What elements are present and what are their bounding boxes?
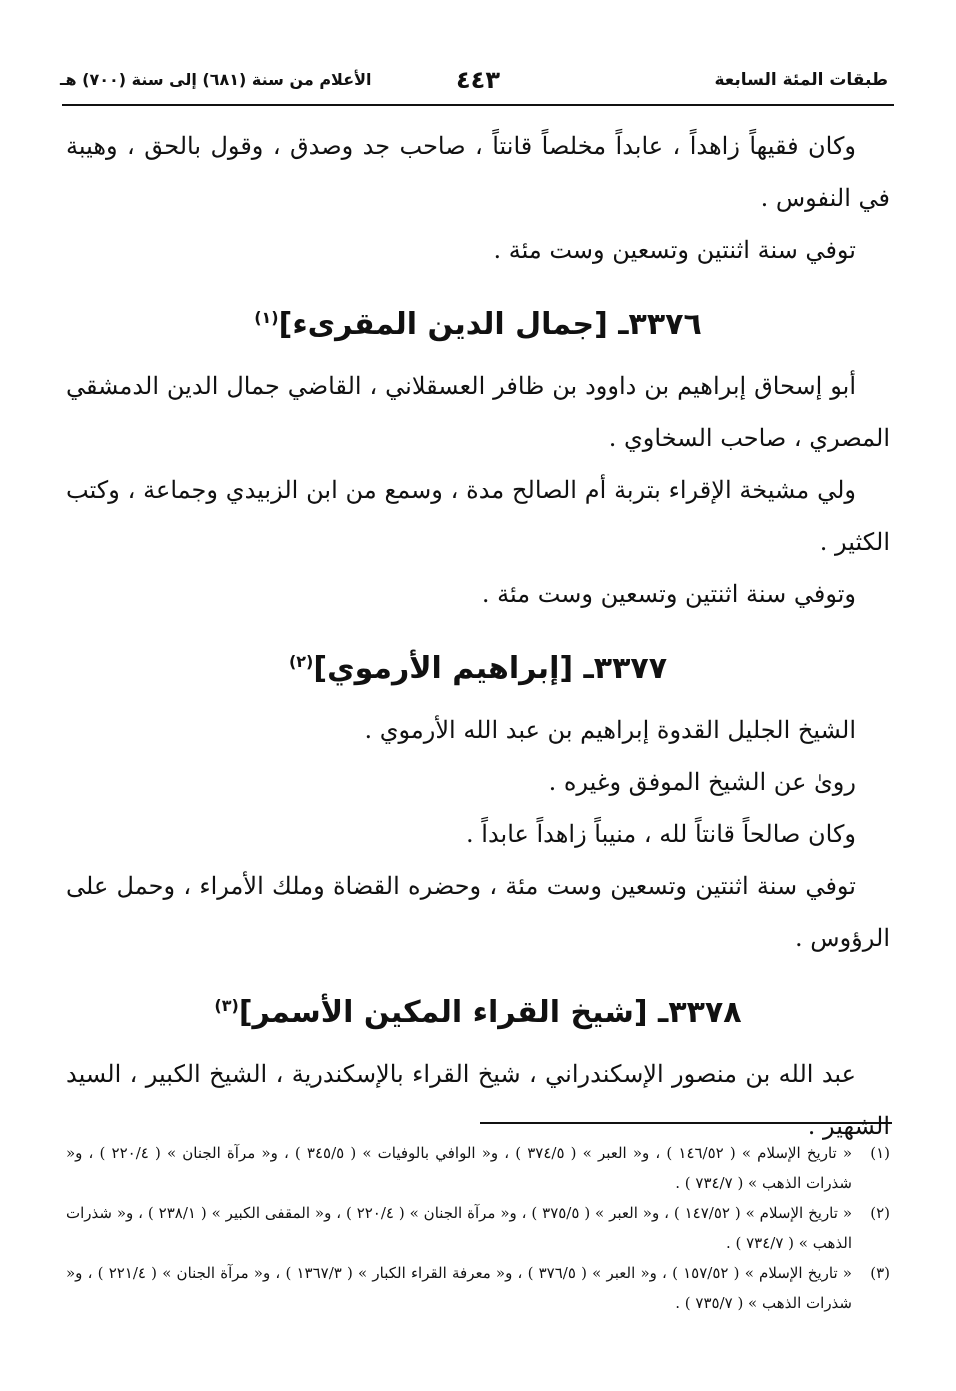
footnote-item	[66, 1198, 890, 1258]
entry-paragraph: عبد الله بن منصور الإسكندراني ، شيخ القراء بالإسكندرية ، الشيخ الكبير ، السيد الشهير .	[66, 1060, 890, 1140]
entry-paragraph: وكان صالحاً قانتاً لله ، منيباً زاهداً عابداً .	[466, 820, 856, 848]
intro-death-note: توفي سنة اثنتين وتسعين وست مئة .	[493, 236, 856, 264]
entry-heading-3378	[66, 964, 890, 1048]
entry-heading-3377	[66, 620, 890, 704]
header-section-title: طبقات المئة السابعة	[714, 70, 888, 90]
entry-paragraph: الشيخ الجليل القدوة إبراهيم بن عبد الله الأرموي .	[364, 716, 856, 744]
footnote-number: (٣)	[870, 1264, 890, 1282]
entry-title: ٣٣٧٦ـ [جمال الدين المقرىء]	[278, 307, 702, 342]
entry-paragraph: أبو إسحاق إبراهيم بن داوود بن ظافر العسقلاني ، القاضي جمال الدين الدمشقي المصري ، صاحب السخاوي .	[66, 372, 890, 452]
footnote-text: « تاريخ الإسلام » ( ١٤٦/٥٢ ) ، و« العبر » ( ٣٧٤/٥ ) ، و« الوافي بالوفيات » ( ٣٤٥/٥ ) ، و« مرآة الجنان » ( ٢٢٠/٤ ) ، و« شذرات الذهب » ( ٧٣٤/٧ ) .	[66, 1144, 852, 1192]
footnote-item	[66, 1138, 890, 1198]
entry-title: ٣٣٧٧ـ [إبراهيم الأرموي]	[313, 651, 668, 686]
entry-title: ٣٣٧٨ـ [شيخ القراء المكين الأسمر]	[238, 995, 742, 1030]
footnote-number: (١)	[870, 1144, 890, 1162]
running-header	[60, 66, 896, 100]
main-text	[66, 120, 890, 1152]
intro-paragraph: وكان فقيهاً زاهداً ، عابداً مخلصاً قانتاً ، صاحب جد وصدق ، وقول بالحق ، وهيبة في النفوس .	[66, 132, 890, 212]
footnotes	[66, 1138, 890, 1318]
footnote-ref[interactable]: (١)	[254, 308, 279, 327]
footnote-text: « تاريخ الإسلام » ( ١٥٧/٥٢ ) ، و« العبر » ( ٣٧٦/٥ ) ، و« معرفة القراء الكبار » ( ١٣٦٧/٣ ) ، و« مرآة الجنان » ( ٢٢١/٤ ) ، و« شذرات الذهب » ( ٧٣٥/٧ ) .	[66, 1264, 852, 1312]
header-divider	[62, 104, 894, 106]
footnote-divider	[480, 1122, 892, 1124]
footnote-ref[interactable]: (٢)	[288, 652, 314, 671]
footnote-item	[66, 1258, 890, 1318]
header-period-title: الأعلام من سنة (٦٨١) إلى سنة (٧٠٠) هـ	[60, 70, 372, 89]
entry-heading-3376	[66, 276, 890, 360]
footnote-ref[interactable]: (٣)	[214, 996, 239, 1015]
entry-paragraph: ولي مشيخة الإقراء بتربة أم الصالح مدة ، وسمع من ابن الزبيدي وجماعة ، وكتب الكثير .	[66, 476, 890, 556]
footnote-number: (٢)	[870, 1204, 890, 1222]
entry-paragraph: روىٰ عن الشيخ الموفق وغيره .	[548, 768, 856, 796]
footnote-text: « تاريخ الإسلام » ( ١٤٧/٥٢ ) ، و« العبر » ( ٣٧٥/٥ ) ، و« مرآة الجنان » ( ٢٢٠/٤ ) ، و« المقفى الكبير » ( ٢٣٨/١ ) ، و« شذرات الذهب » ( ٧٣٤/٧ ) .	[66, 1204, 853, 1252]
entry-paragraph: توفي سنة اثنتين وتسعين وست مئة ، وحضره القضاة وملك الأمراء ، وحمل على الرؤوس .	[66, 872, 890, 952]
entry-paragraph: وتوفي سنة اثنتين وتسعين وست مئة .	[481, 580, 856, 608]
page-number: ٤٤٣	[456, 66, 500, 94]
